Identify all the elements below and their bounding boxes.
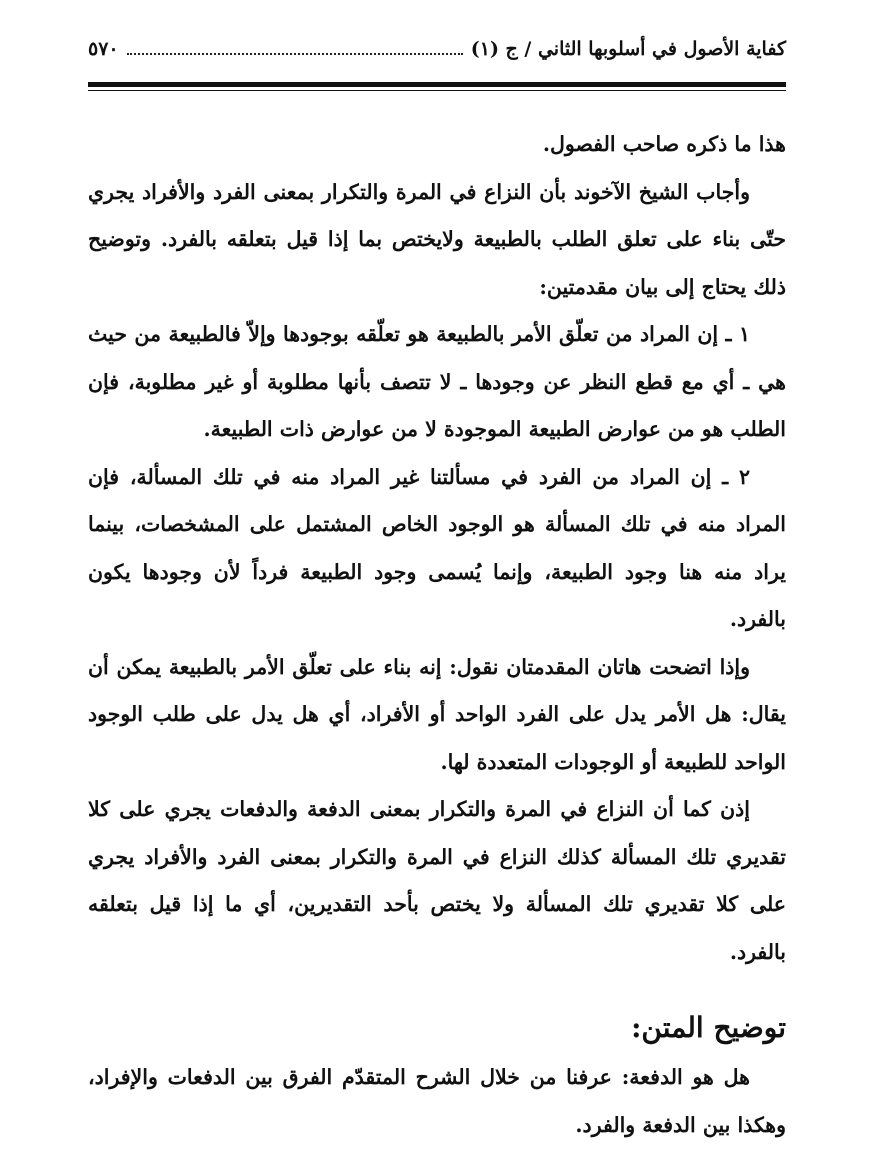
- header-rule: [88, 82, 786, 87]
- section-paragraph: [88, 1054, 786, 1149]
- leader-dots: [127, 39, 463, 55]
- paragraph: ٢ ـ إن المراد من الفرد في مسألتنا غير المراد منه في تلك المسألة، فإن المراد منه في تلك المسألة هو الوجود الخاص المشتمل على المشخصات، بينما يراد منه هنا وجود الطبيعة، وإنما يُسمى وجود الطبيعة فرداً لأن وجودها يكون بالفرد.: [88, 464, 786, 631]
- section-text: عرفنا من خلال الشرح المتقدّم الفرق بين الدفعات والإفراد، وهكذا بين الدفعة والفرد.: [88, 1065, 786, 1137]
- running-header: [88, 38, 786, 70]
- page-number: ٥٧٠: [88, 38, 119, 60]
- page-body: [88, 121, 786, 1149]
- header-rule-thin: [88, 90, 786, 91]
- section-heading: توضيح المتن:: [631, 1011, 786, 1044]
- paragraph: ١ ـ إن المراد من تعلّق الأمر بالطبيعة هو تعلّقه بوجودها وإلاّ فالطبيعة من حيث هي ـ أي مع قطع النظر عن وجودها ـ لا تتصف بأنها مطلوبة أو غير مطلوبة، فإن الطلب هو من عوارض الطبيعة الموجودة لا من عوارض ذات الطبيعة.: [88, 322, 786, 441]
- section-lead: هل هو الدفعة:: [621, 1065, 750, 1089]
- paragraph: وأجاب الشيخ الآخوند بأن النزاع في المرة والتكرار بمعنى الفرد والأفراد يجري حتّى بناء على تعلق الطلب بالطبيعة ولايختص بما إذا قيل بتعلقه بالفرد. وتوضيح ذلك يحتاج إلى بيان مقدمتين:: [88, 179, 786, 299]
- paragraph: وإذا اتضحت هاتان المقدمتان نقول: إنه بناء على تعلّق الأمر بالطبيعة يمكن أن يقال: هل الأمر يدل على الفرد الواحد أو الأفراد، أي هل يدل على طلب الوجود الواحد للطبيعة أو الوجودات المتعددة لها.: [88, 654, 786, 774]
- book-title: كفاية الأصول في أسلوبها الثاني / ج (١): [470, 38, 786, 60]
- paragraph: إذن كما أن النزاع في المرة والتكرار بمعنى الدفعة والدفعات يجري على كلا تقديري تلك المسألة كذلك النزاع في المرة والتكرار بمعنى الفرد والأفراد يجري على كلا تقديري تلك المسألة ولا يختص بأحد التقديرين، أي ما إذا قيل بتعلقه بالفرد.: [88, 797, 786, 964]
- paragraph: هذا ما ذكره صاحب الفصول.: [542, 132, 786, 156]
